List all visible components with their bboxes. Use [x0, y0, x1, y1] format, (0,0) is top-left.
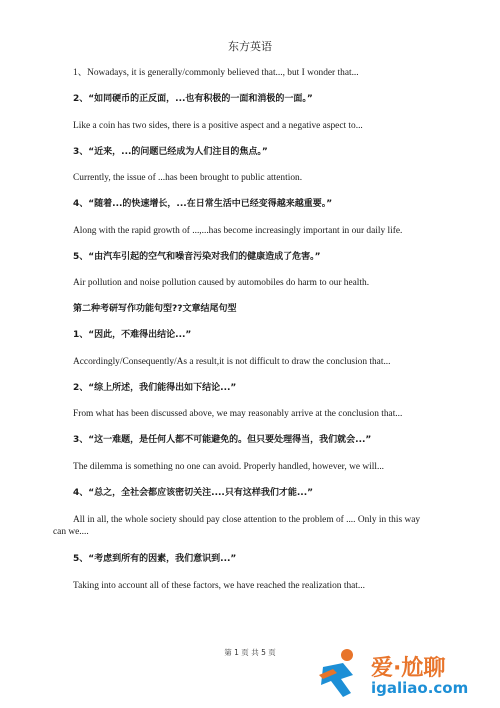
sentence-line: Like a coin has two sides, there is a positive aspect and a negative aspect to... [73, 121, 363, 131]
sentence-line: 3、“近来，...的问题已经成为人们注目的焦点。” [73, 147, 268, 157]
section-heading: 第二种考研写作功能句型??文章结尾句型 [73, 304, 237, 314]
sentence-line: All in all, the whole society should pay close attention to the problem of .... Only in this way [73, 515, 421, 525]
sentence-line: 5、“考虑到所有的因素，我们意识到...” [73, 554, 237, 564]
sentence-line: 2、“如同硬币的正反面，...也有积极的一面和消极的一面。” [73, 94, 313, 104]
runner-icon [313, 645, 369, 701]
sentence-line: From what has been discussed above, we may reasonably arrive at the conclusion that... [73, 409, 403, 419]
sentence-line: 4、“总之，全社会都应该密切关注....只有这样我们才能...” [73, 488, 314, 498]
sentence-line: Air pollution and noise pollution caused by automobiles do harm to our health. [73, 278, 370, 288]
sentence-line: Taking into account all of these factors, we have reached the realization that... [73, 581, 365, 591]
watermark-logo [313, 645, 488, 703]
sentence-line-continued: can we.... [53, 527, 89, 537]
watermark-brand: 爱·尬聊 [371, 656, 446, 681]
sentence-line: Along with the rapid growth of ...,...has become increasingly important in our daily life. [73, 226, 403, 236]
sentence-line: 1、Nowadays, it is generally/commonly believed that..., but I wonder that... [73, 68, 359, 78]
sentence-line: The dilemma is something no one can avoid. Properly handled, however, we will... [73, 462, 385, 472]
sentence-line: 2、“综上所述，我们能得出如下结论...” [73, 383, 237, 393]
sentence-line: 5、“由汽车引起的空气和噪音污染对我们的健康造成了危害。” [73, 252, 321, 262]
sentence-line: 3、“这一难题，是任何人都不可能避免的。但只要处理得当，我们就会...” [73, 435, 372, 445]
sentence-line: Currently, the issue of ...has been brought to public attention. [73, 173, 303, 183]
document-title: 东方英语 [228, 40, 272, 53]
sentence-line: Accordingly/Consequently/As a result,it is not difficult to draw the conclusion that... [73, 357, 391, 367]
page-indicator: 第 1 页 共 5 页 [224, 648, 276, 657]
sentence-line: 1、“因此，不难得出结论...” [73, 330, 192, 340]
sentence-line: 4、“随着...的快速增长，...在日常生活中已经变得越来越重要。” [73, 199, 333, 209]
watermark-url: igaliao.com [371, 679, 469, 697]
